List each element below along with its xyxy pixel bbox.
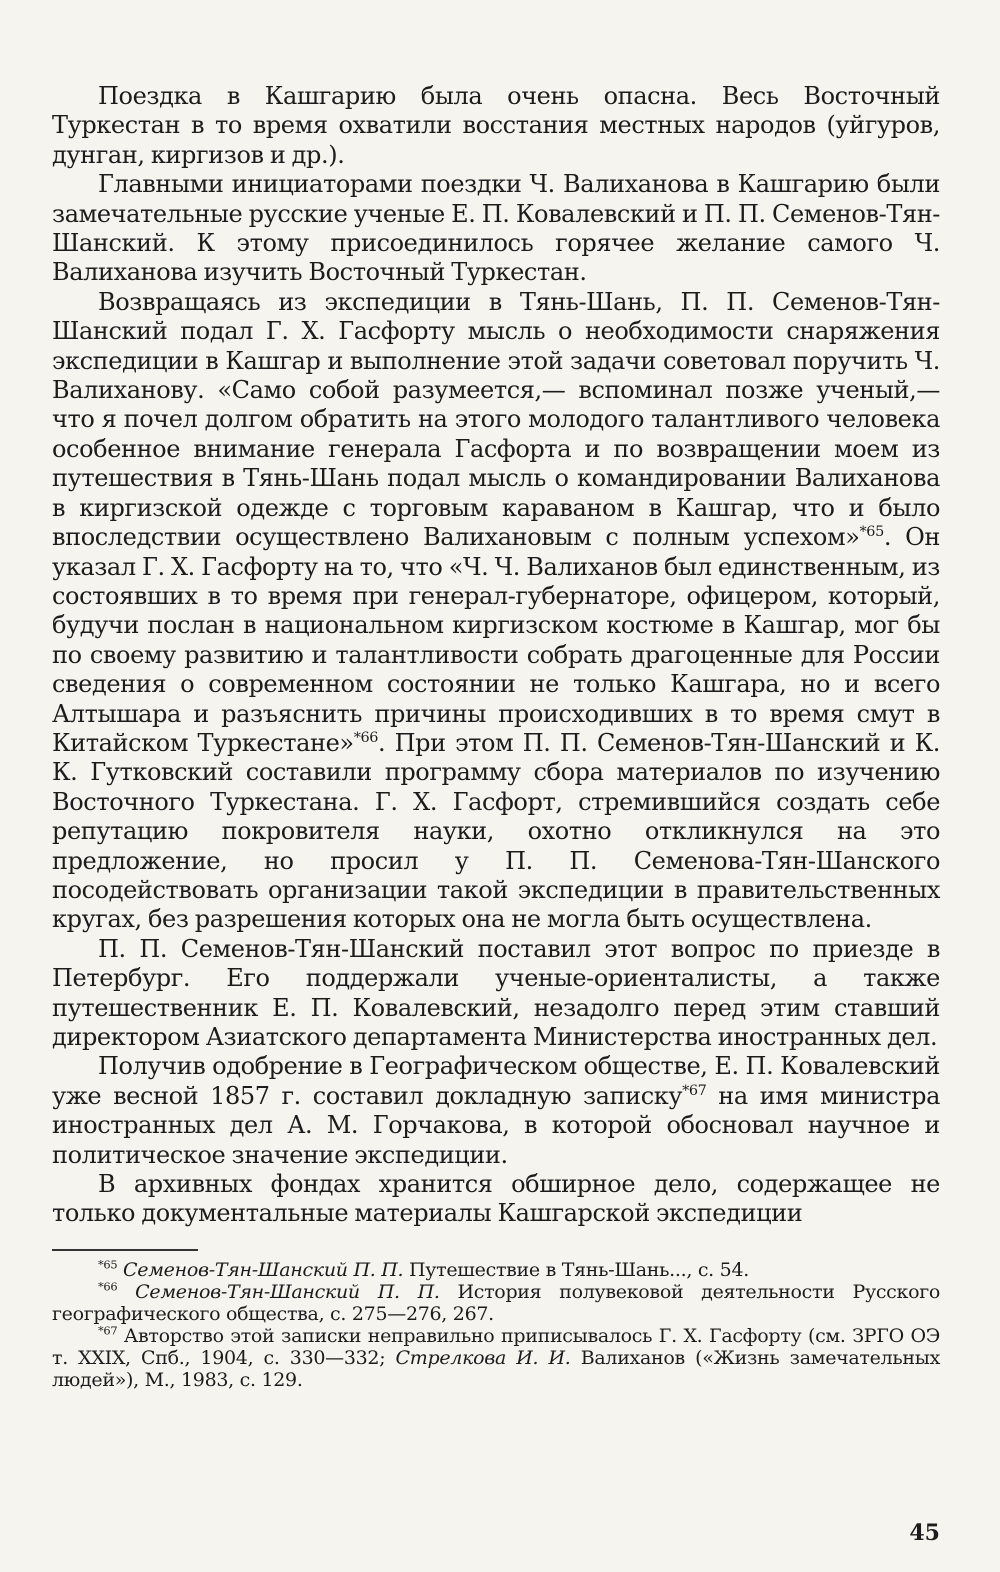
footnote-67-text-b: Валиханов («Жизнь замечательных людей»), М., 1983, с. 129. [52,1346,941,1391]
footnote-65 [52,1259,940,1281]
footnote-65-text: Путешествие в Тянь-Шань..., с. 54. [408,1258,749,1281]
paragraph-1: Поездка в Кашгарию была очень опасна. Весь Восточный Туркестан в то время охватили восстания местных народов (уйгуров, дунган, киргизов и др.). [52,82,940,169]
footnote-67-text-a: Авторство этой записки неправильно приписывалось Г. Х. Гасфорту (см. ЗРГО ОЭ т. XXIX, Спб., 1904, с. 330—332; [52,1324,940,1369]
paragraph-3-text: Возвращаясь из экспедиции в Тянь-Шань, П. П. Семенов-Тян-Шанский подал Г. Х. Гасфорту мысль о необходимости снаряжения экспедиции в Кашгар и выполнение этой задачи советовал поручить Ч. Валиханову. «Само собой разумеется,— вспоминал позже ученый,— что я почел долгом обратить на этого молодого талантливого человека особенное внимание генерала Гасфорта и по возвращении моем из путешествия в Тянь-Шань подал мысль о командировании Валиханова в киргизской одежде с торговым караваном в Кашгар, что и было впоследствии осуществлено Валихановым с полным успехом» [52,287,940,552]
paragraph-3: Возвращаясь из экспедиции в Тянь-Шань, П. П. Семенов-Тян-Шанский подал Г. Х. Гасфорту мысль о необходимости снаряжения экспедиции в Кашгар и выполнение этой задачи советовал поручить Ч. Валиханову. «Само собой разумеется,— вспоминал позже ученый,— что я почел долгом обратить на этого молодого талантливого человека особенное внимание генерала Гасфорта и по возвращении моем из путешествия в Тянь-Шань подал мысль о командировании Валиханова в киргизской одежде с торговым караваном в Кашгар, что и было впоследствии осуществлено Валихановым с полным успехом»$^{*65}$. Он указал Г. Х. Гасфорту на то, что «Ч. Ч. Валиханов был единственным, из состоявших в то время при генерал-губернаторе, офицером, который, будучи послан в национальном киргизском костюме в Кашгар, мог бы по своему развитию и талантливости собрать драгоценные для России сведения о современном состоянии не только Кашгара, но и всего Алтышара и разъяснить причины происходивших в то время смут в Китайском Туркестане»$^{*66}$. При этом П. П. Семенов-Тян-Шанский и К. К. Гутковский составили программу сбора материалов по изучению Восточного Туркестана. Г. Х. Гасфорт, стремившийся создать себе репутацию покровителя науки, охотно откликнулся на это предложение, но просил у П. П. Семенова-Тян-Шанского посодействовать организации такой экспедиции в правительственных кругах, без разрешения которых она не могла быть осуществлена. [52,287,941,934]
footnote-66-marker: *66 [98,1279,118,1294]
footnote-65-marker: *65 [98,1257,118,1272]
paragraph-6: В архивных фондах хранится обширное дело, содержащее не только документальные материалы Кашгарской экспедиции [52,1170,940,1228]
paragraph-3-cont-b: При этом П. П. Семенов-Тян-Шанский и К. К. Гутковский составили программу сбора материалов по изучению Восточного Туркестана. Г. Х. Гасфорт, стремившийся создать себе репутацию покровителя науки, охотно откликнулся на это предложение, но просил у П. П. Семенова-Тян-Шанского посодействовать организации такой экспедиции в правительственных кругах, без разрешения которых она не могла быть осуществлена. [52,728,941,934]
footnote-divider [52,1249,198,1251]
footnote-ref-66: *66 [353,729,379,746]
footnote-ref-67: *67 [682,1082,707,1099]
paragraph-3-cont-a: Он указал Г. Х. Гасфорту на то, что «Ч. Ч. Валиханов был единственным, из состоявших в то время при генерал-губернаторе, офицером, который, будучи послан в национальном киргизском костюме в Кашгар, мог бы по своему развитию и талантливости собрать драгоценные для России сведения о современном состоянии не только Кашгара, но и всего Алтышара и разъяснить причины происходивших в то время смут в Китайском Туркестане» [52,523,940,757]
footnote-66-text: История полувековой деятельности Русского географического общества, с. 275—276, 267. [52,1280,941,1325]
footnote-67-marker: *67 [98,1323,118,1338]
footnote-66 [52,1281,940,1325]
paragraph-2: Главными инициаторами поездки Ч. Валиханова в Кашгарию были замечательные русские ученые Е. П. Ковалевский и П. П. Семенов-Тян-Шанский. К этому присоединилось горячее желание самого Ч. Валиханова изучить Восточный Туркестан. [52,170,940,287]
page-body [52,82,940,1391]
footnote-66-author: Семенов-Тян-Шанский П. П. [135,1280,440,1303]
paragraph-4: П. П. Семенов-Тян-Шанский поставил этот вопрос по приезде в Петербург. Его поддержали ученые-ориенталисты, а также путешественник Е. П. Ковалевский, незадолго перед этим ставший директором Азиатского департамента Министерства иностранных дел. [52,934,940,1051]
footnote-65-author: Семенов-Тян-Шанский П. П. [123,1258,404,1281]
paragraph-5-text-b: на имя министра иностранных дел А. М. Горчакова, в которой обосновал научное и политическое значение экспедиции. [52,1081,940,1169]
footnote-67-author: Стрелкова И. И. [395,1346,571,1369]
footnote-ref-65: *65 [859,524,884,541]
paragraph-5-text-a: Получив одобрение в Географическом обществе, Е. П. Ковалевский уже весной 1857 г. составил докладную записку [52,1052,940,1110]
paragraph-5 [52,1052,940,1170]
page-number: 45 [909,1520,940,1546]
footnote-67 [52,1325,940,1391]
